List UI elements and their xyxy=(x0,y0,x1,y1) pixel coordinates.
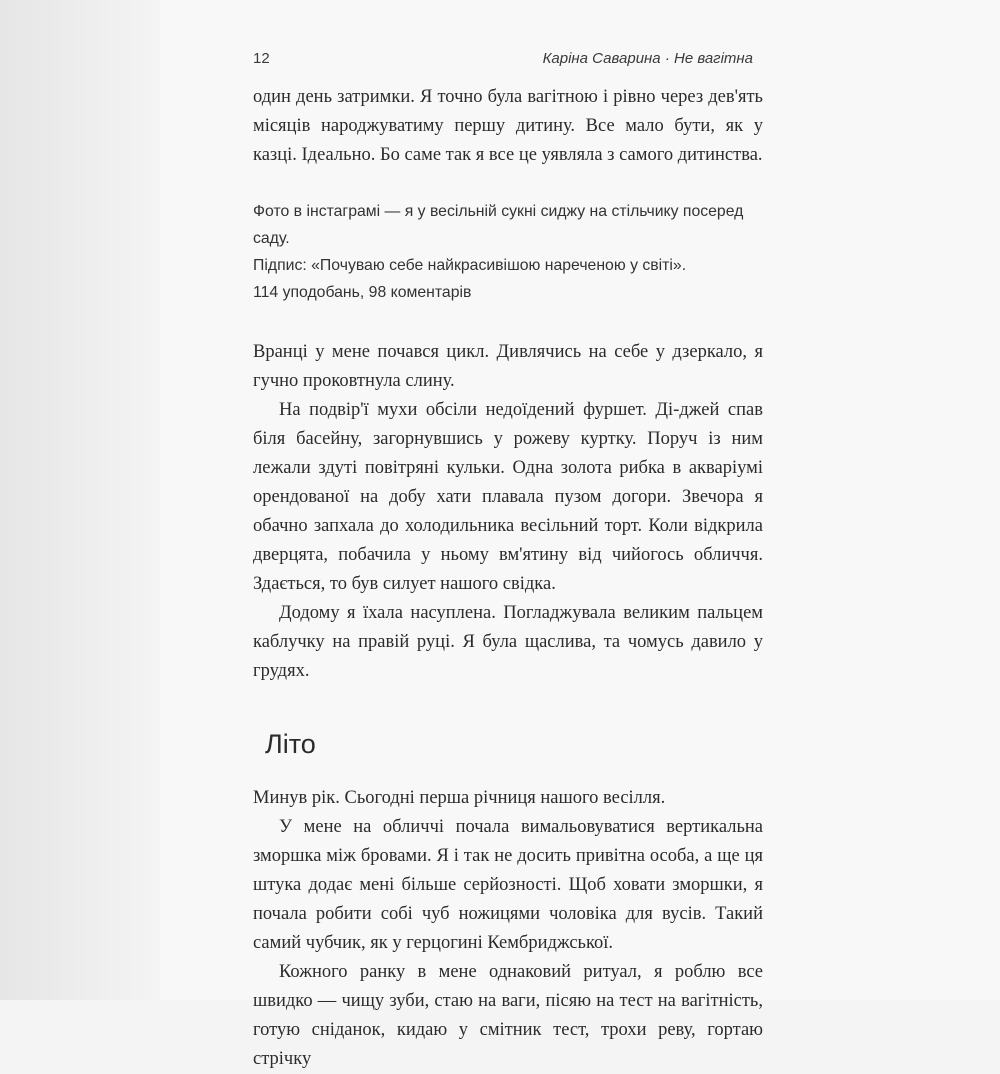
paragraph: Вранці у мене почався цикл. Дивлячись на себе у дзеркало, я гучно проковтнула слину. xyxy=(253,342,763,391)
page-gutter xyxy=(0,0,160,1000)
paragraph: Додому я їхала насуплена. Погладжувала великим пальцем каблучку на правій руці. Я була щаслива, та чомусь давило у грудях. xyxy=(253,603,763,681)
page-body xyxy=(253,83,763,1074)
author-and-title: Каріна Саварина · Не вагітна xyxy=(542,50,753,67)
instagram-photo-note: Фото в інстаграмі — я у весільній сукні сиджу на стільчику посеред саду. xyxy=(253,203,744,247)
instagram-stats-note: 114 уподобань, 98 коментарів xyxy=(253,284,472,301)
page-number: 12 xyxy=(253,50,270,67)
section-heading: Літо xyxy=(265,729,316,759)
paragraph: один день затримки. Я точно була вагітною і рівно через дев'ять місяців народжуватиму першу дитину. Все мало бути, як у казці. Ідеально. Бо саме так я все це уявляла з самого дитинства. xyxy=(253,87,763,165)
running-header xyxy=(253,50,753,74)
paragraph: У мене на обличчі почала вимальовуватися вертикальна зморшка між бровами. Я і так не досить привітна особа, а ще ця штука додає мені більше серйозності. Щоб ховати зморшки, я почала робити собі чуб ножицями чоловіка для вусів. Такий самий чубчик, як у герцогині Кембриджської. xyxy=(253,817,763,953)
paragraph: На подвір'ї мухи обсіли недоїдений фуршет. Ді-джей спав біля басейну, загорнувшись у рожеву куртку. Поруч із ним лежали здуті повітряні кульки. Одна золота рибка в акваріумі орендованої на добу хати плавала пузом догори. Звечора я обачно запхала до холодильника весільний торт. Коли відкрила дверцята, побачила у ньому вм'ятину від чийогось обличчя. Здається, то був силует нашого свідка. xyxy=(253,400,763,594)
paragraph: Кожного ранку в мене однаковий ритуал, я роблю все швидко — чищу зуби, стаю на ваги, пісяю на тест на вагітність, готую сніданок, кидаю у смітник тест, трохи реву, гортаю стрічку xyxy=(253,962,763,1069)
paragraph: Минув рік. Сьогодні перша річниця нашого весілля. xyxy=(253,788,666,808)
instagram-caption-note: Підпис: «Почуваю себе найкрасивішою нареченою у світі». xyxy=(253,257,687,274)
